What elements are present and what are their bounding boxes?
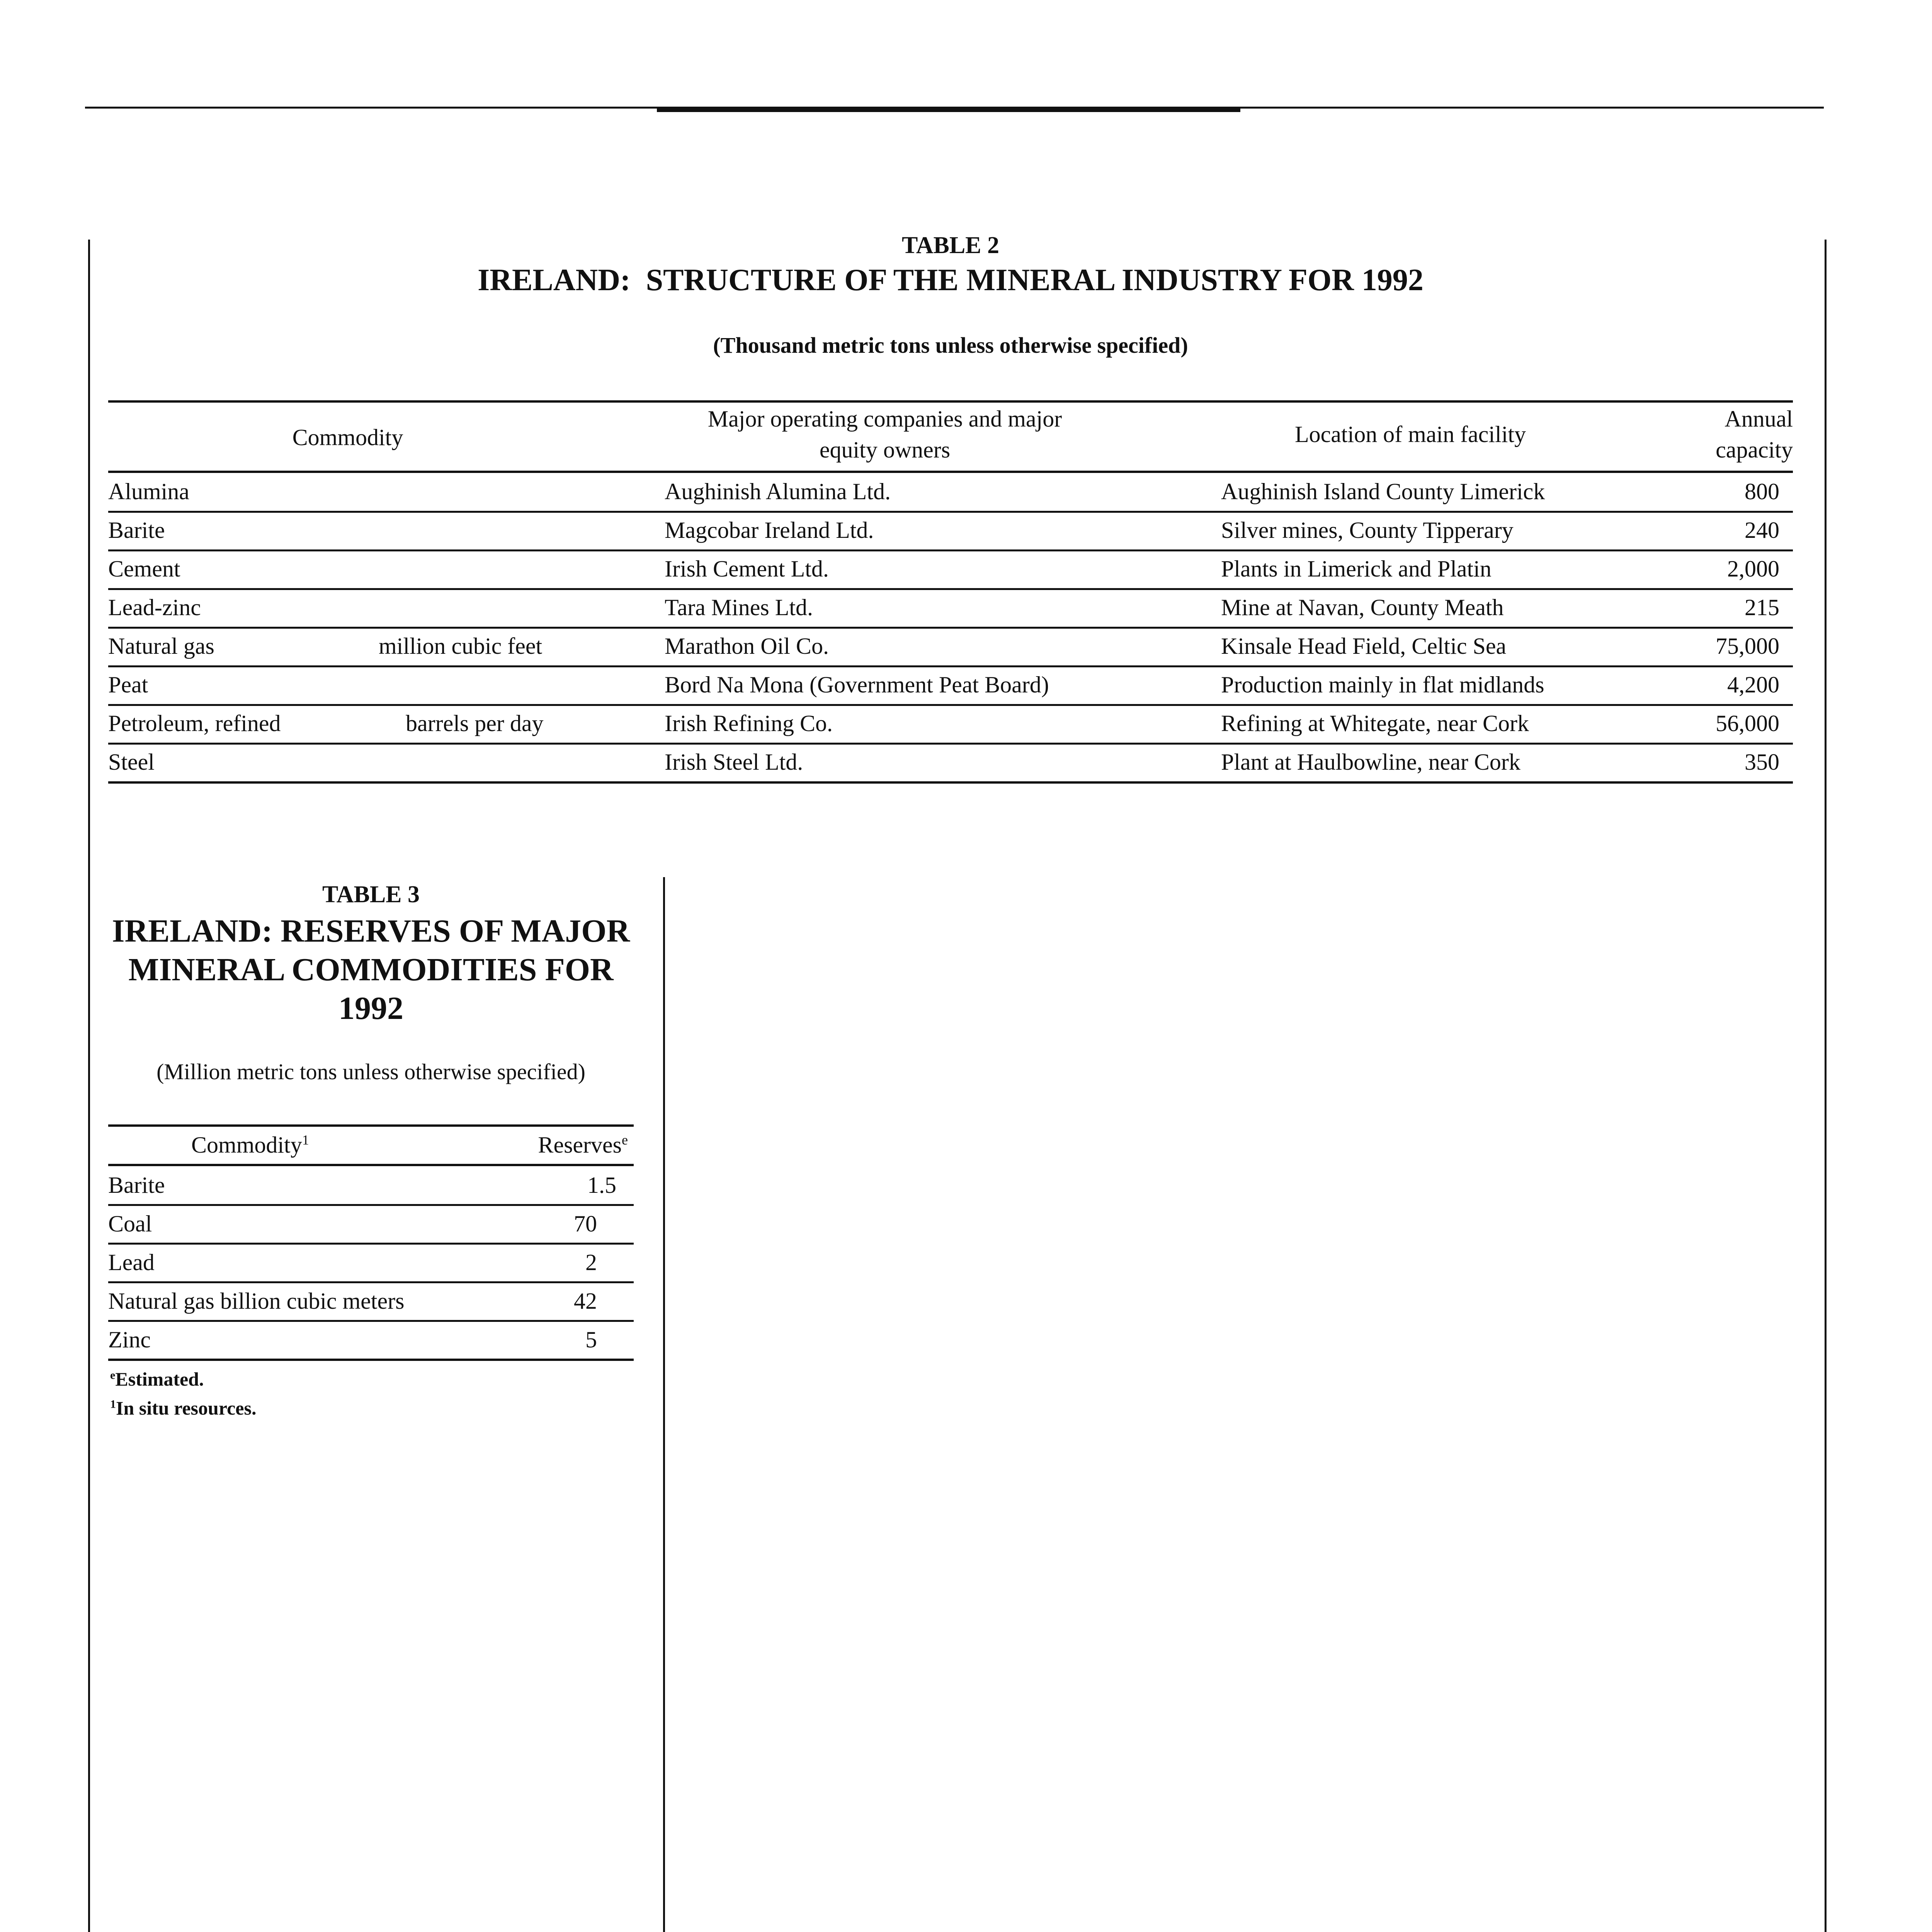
footnote-text: Estimated. xyxy=(115,1368,204,1390)
table-row xyxy=(108,665,1793,704)
footnote-mark-e: e xyxy=(622,1132,628,1148)
cell-company: Tara Mines Ltd. xyxy=(665,595,813,620)
left-margin-line xyxy=(88,240,90,1932)
column-divider xyxy=(663,877,665,1932)
table-2-bottom-rule xyxy=(108,781,1793,784)
cell-commodity: Lead xyxy=(108,1250,155,1275)
cell-unit: million cubic feet xyxy=(379,633,543,659)
cell-capacity: 4,200 xyxy=(1727,672,1779,697)
table-row xyxy=(108,472,1793,511)
cell-capacity: 800 xyxy=(1745,479,1779,504)
table-row xyxy=(108,588,1793,627)
table-2-subtitle: (Thousand metric tons unless otherwise specified) xyxy=(713,333,1188,358)
cell-commodity: Coal xyxy=(108,1211,152,1236)
footnote xyxy=(110,1397,256,1419)
cell-commodity: Steel xyxy=(108,749,155,775)
table-2-title: IRELAND: STRUCTURE OF THE MINERAL INDUSTRY FOR 1992 xyxy=(478,263,1423,297)
cell-location: Aughinish Island County Limerick xyxy=(1221,479,1545,504)
table-3-bottom-rule xyxy=(108,1359,634,1361)
cell-company: Irish Cement Ltd. xyxy=(665,556,829,582)
cell-reserves: 70 xyxy=(574,1211,597,1236)
cell-unit: barrels per day xyxy=(406,711,544,736)
cell-commodity: Natural gas billion cubic meters xyxy=(108,1288,405,1314)
table-2-label: TABLE 2 xyxy=(901,232,1000,259)
cell-reserves: 42 xyxy=(574,1288,597,1314)
cell-capacity: 56,000 xyxy=(1716,711,1779,736)
table-3-top-rule xyxy=(108,1124,634,1127)
table-3-title-line2: MINERAL COMMODITIES FOR xyxy=(128,952,614,988)
cell-commodity: Zinc xyxy=(108,1327,151,1352)
table-3-label: TABLE 3 xyxy=(322,881,420,908)
cell-commodity: Peat xyxy=(108,672,148,697)
cell-capacity: 75,000 xyxy=(1716,633,1779,659)
cell-location: Plants in Limerick and Platin xyxy=(1221,556,1492,582)
cell-capacity: 2,000 xyxy=(1727,556,1779,582)
cell-commodity: Lead-zinc xyxy=(108,595,201,620)
header-companies-line1: Major operating companies and major xyxy=(707,406,1062,432)
cell-company: Aughinish Alumina Ltd. xyxy=(665,479,891,504)
cell-location: Silver mines, County Tipperary xyxy=(1221,517,1514,543)
footnote-mark: 1 xyxy=(110,1398,116,1411)
table-row xyxy=(108,743,1793,781)
cell-company: Irish Refining Co. xyxy=(665,711,833,736)
cell-location: Mine at Navan, County Meath xyxy=(1221,595,1504,620)
cell-commodity: Natural gas xyxy=(108,633,214,659)
header-reserves-text: Reserves xyxy=(538,1132,622,1158)
table-row xyxy=(108,1282,634,1320)
cell-company: Irish Steel Ltd. xyxy=(665,749,803,775)
footnote-text: In situ resources. xyxy=(116,1397,257,1419)
table-row xyxy=(108,549,1793,588)
table-row xyxy=(108,511,1793,549)
cell-capacity: 350 xyxy=(1745,749,1779,775)
table-row xyxy=(108,1243,634,1281)
header-commodity-text: Commodity xyxy=(191,1132,302,1158)
top-rule-heavy xyxy=(657,107,1240,112)
header-capacity-line1: Annual xyxy=(1725,406,1793,432)
table-row xyxy=(108,704,1793,743)
right-margin-line xyxy=(1825,240,1827,1932)
table-3-title-line3: 1992 xyxy=(338,990,403,1026)
header-commodity xyxy=(191,1128,309,1162)
cell-location: Production mainly in flat midlands xyxy=(1221,672,1544,697)
cell-reserves: 1.5 xyxy=(587,1172,616,1198)
cell-commodity: Barite xyxy=(108,517,165,543)
cell-location: Kinsale Head Field, Celtic Sea xyxy=(1221,633,1507,659)
header-capacity-line2: capacity xyxy=(1716,437,1793,463)
cell-company: Bord Na Mona (Government Peat Board) xyxy=(665,672,1049,697)
header-reserves xyxy=(538,1128,628,1162)
cell-commodity: Barite xyxy=(108,1172,165,1198)
header-commodity: Commodity xyxy=(292,425,403,450)
table-3-subtitle: (Million metric tons unless otherwise specified) xyxy=(156,1059,585,1084)
header-location: Location of main facility xyxy=(1294,422,1526,447)
cell-company: Magcobar Ireland Ltd. xyxy=(665,517,874,543)
footnote-mark-1: 1 xyxy=(302,1132,309,1148)
cell-commodity: Petroleum, refined xyxy=(108,711,281,736)
table-row xyxy=(108,1205,634,1243)
cell-reserves: 2 xyxy=(585,1250,597,1275)
table-row xyxy=(108,627,1793,665)
cell-reserves: 5 xyxy=(585,1327,597,1352)
cell-company: Marathon Oil Co. xyxy=(665,633,829,659)
header-companies-line2: equity owners xyxy=(819,437,951,463)
cell-location: Plant at Haulbowline, near Cork xyxy=(1221,749,1520,775)
table-3-header xyxy=(108,1128,634,1162)
cell-commodity: Alumina xyxy=(108,479,189,504)
table-3-title-line1: IRELAND: RESERVES OF MAJOR xyxy=(112,913,630,949)
cell-location: Refining at Whitegate, near Cork xyxy=(1221,711,1529,736)
cell-commodity: Cement xyxy=(108,556,180,582)
footnote xyxy=(110,1368,204,1390)
table-2-top-rule xyxy=(108,400,1793,403)
footnote-mark: e xyxy=(110,1369,116,1382)
cell-capacity: 215 xyxy=(1745,595,1779,620)
table-row xyxy=(108,1321,634,1359)
cell-capacity: 240 xyxy=(1745,517,1779,543)
table-row xyxy=(108,1166,634,1204)
